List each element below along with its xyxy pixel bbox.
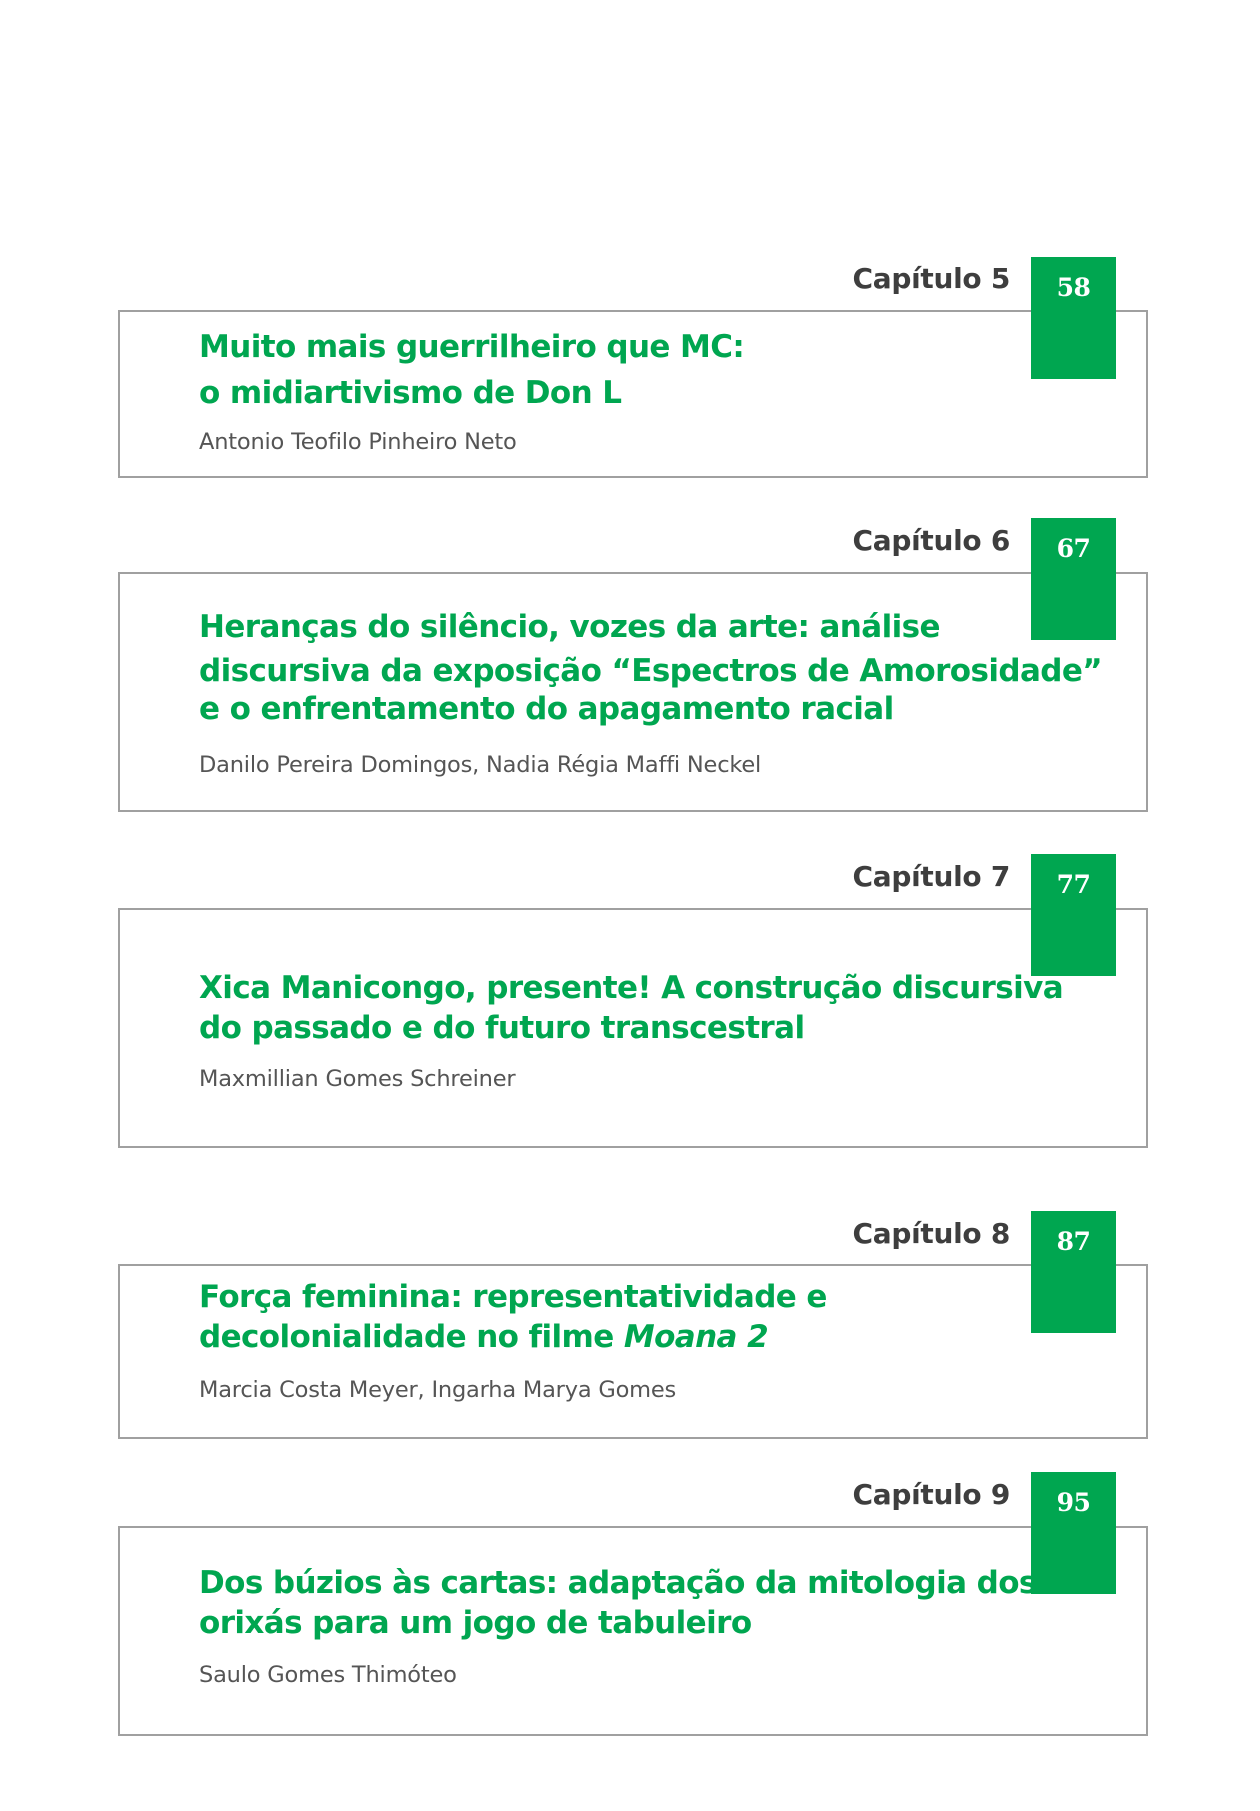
- chapter-title[interactable]: [199, 324, 1059, 416]
- title-line: o midiartivismo de Don L: [199, 375, 622, 411]
- chapter-label: Capítulo 7: [852, 860, 1010, 893]
- chapter-label: Capítulo 9: [852, 1478, 1010, 1511]
- title-line: [199, 1317, 1059, 1357]
- film-title: Moana 2: [623, 1319, 769, 1355]
- page-number: 58: [1056, 273, 1091, 302]
- title-line-text: decolonialidade no filme: [199, 1319, 624, 1355]
- page-number-tab[interactable]: [1031, 854, 1116, 976]
- page-number: 95: [1056, 1488, 1091, 1517]
- chapter-authors: Danilo Pereira Domingos, Nadia Régia Maffi Neckel: [199, 752, 762, 778]
- chapter-title[interactable]: [199, 1277, 1059, 1357]
- chapter-title[interactable]: [199, 968, 1064, 1048]
- title-line: orixás para um jogo de tabuleiro: [199, 1605, 752, 1641]
- title-line: Dos búzios às cartas: adaptação da mitologia dos: [199, 1565, 1037, 1601]
- page-number: 77: [1056, 870, 1091, 899]
- title-line: Força feminina: representatividade e: [199, 1279, 827, 1315]
- title-line: Xica Manicongo, presente! A construção discursiva: [199, 970, 1064, 1006]
- page-number: 67: [1056, 534, 1091, 563]
- title-line: e o enfrentamento do apagamento racial: [199, 691, 894, 727]
- title-line: do passado e do futuro transcestral: [199, 1010, 805, 1046]
- chapter-label: Capítulo 8: [852, 1217, 1010, 1250]
- chapter-authors: Antonio Teofilo Pinheiro Neto: [199, 429, 517, 455]
- title-line: Muito mais guerrilheiro que MC:: [199, 329, 745, 365]
- title-line: discursiva da exposição “Espectros de Amorosidade”: [199, 653, 1103, 689]
- title-line: Heranças do silêncio, vozes da arte: análise: [199, 609, 940, 645]
- chapter-authors: Saulo Gomes Thimóteo: [199, 1662, 457, 1688]
- chapter-authors: Marcia Costa Meyer, Ingarha Marya Gomes: [199, 1377, 677, 1403]
- chapter-authors: Maxmillian Gomes Schreiner: [199, 1066, 516, 1092]
- chapter-label: Capítulo 5: [852, 262, 1010, 295]
- page-number: 87: [1056, 1227, 1091, 1256]
- chapter-label: Capítulo 6: [852, 524, 1010, 557]
- chapter-title[interactable]: [199, 605, 1103, 731]
- chapter-title[interactable]: [199, 1563, 1059, 1643]
